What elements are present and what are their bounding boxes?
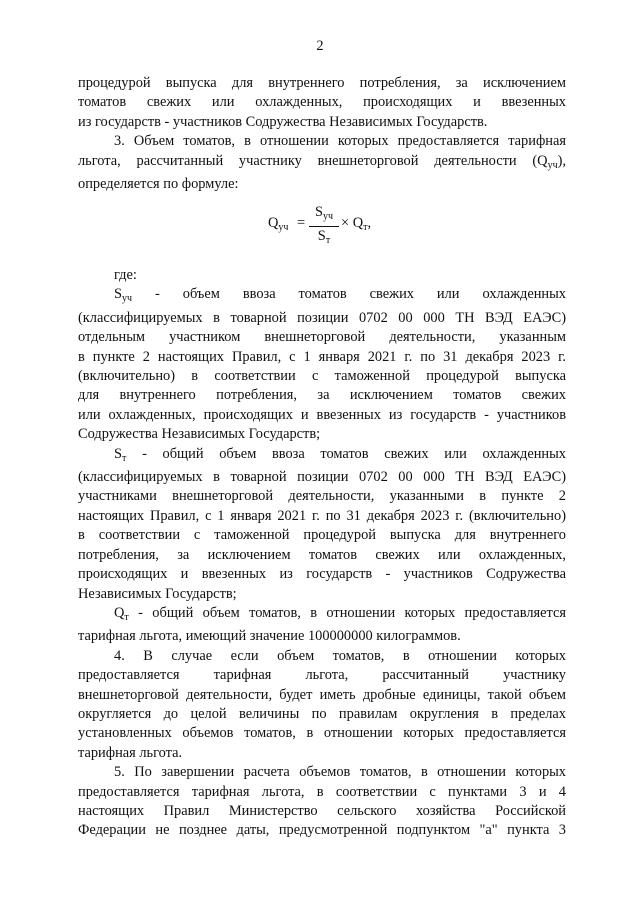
text-line: (классифицируемых в товарной позиции 0702 00 000 ТН ВЭД ЕАЭС)	[78, 309, 566, 326]
text-line: 5. По завершении расчета объемов томатов, в отношении которых	[114, 764, 566, 781]
text-line: тарифная льгота.	[78, 744, 183, 761]
text-line: процедурой выпуска для внутреннего потребления, за исключением	[78, 75, 566, 91]
formula-fraction	[309, 203, 339, 250]
text-line: предоставляется тарифная льгота, рассчитанный участнику	[78, 667, 566, 684]
text-line: 3. Объем томатов, в отношении которых предоставляется тарифная	[114, 133, 566, 150]
formula	[0, 203, 640, 247]
text-line: Содружества Независимых Государств;	[78, 426, 321, 443]
text-line: (включительно) в соответствии с таможенной процедурой выпуска	[78, 368, 566, 385]
definition-q-t: $Q_т$ - общий объем томатов, в отношении которых предоставляется	[114, 604, 566, 623]
text-line: потребления, за исключением томатов свежих или охлажденных,	[78, 546, 566, 563]
text-line: из государств - участников Содружества Независимых Государств.	[78, 113, 488, 130]
text-line: определяется по формуле:	[78, 176, 239, 193]
text-line: для внутреннего потребления, за исключением томатов свежих	[78, 387, 566, 404]
text-line: участниками внешнеторговой деятельности, указанными в пункте 2	[78, 488, 566, 505]
definition-s-uch: $S_{уч}$ - объем ввоза томатов свежих или охлажденных	[114, 286, 566, 305]
text-line: (классифицируемых в товарной позиции 0702 00 000 ТН ВЭД ЕАЭС)	[78, 469, 566, 486]
page-number: 2	[316, 38, 324, 54]
formula-lhs: $Q_{уч}$	[268, 215, 289, 233]
formula-denominator: $S_т$	[317, 228, 331, 246]
definition-s-t: $S_т$ - общий объем ввоза томатов свежих или охлажденных	[114, 445, 566, 464]
text-line: 4. В случае если объем томатов, в отношении которых	[114, 647, 566, 664]
paragraph-block-1	[78, 74, 566, 194]
text-line: внешнеторговой деятельности, будет иметь дробные единицы, такой объем	[78, 686, 566, 703]
formula-numerator: $S_{уч}$	[309, 203, 339, 227]
text-line: где:	[114, 267, 137, 283]
text-line: настоящих Правил, с 1 января 2021 г. по 31 декабря 2023 г. (включительно)	[78, 507, 566, 524]
text-line: предоставляется тарифная льгота, в соответствии с пунктами 3 и 4	[78, 783, 566, 800]
text-line: в пункте 2 настоящих Правил, с 1 января 2021 г. по 31 декабря 2023 г.	[78, 348, 566, 365]
text-line: Независимых Государств;	[78, 585, 237, 602]
text-line: установленных объемов томатов, в отношении которых предоставляется	[78, 725, 566, 742]
formula-rhs: × $Q_т$,	[341, 215, 372, 233]
text-line: происходящих и ввезенных из государств - участников Содружества	[78, 566, 566, 583]
text-line: в соответствии с таможенной процедурой выпуска для внутреннего	[78, 527, 566, 544]
paragraph-block-2	[78, 266, 566, 841]
text-line: настоящих Правил Министерство сельского хозяйства Российской	[78, 802, 566, 819]
text-line: или охлажденных, происходящих и ввезенных из государств - участников	[78, 406, 566, 423]
text-line: томатов свежих или охлажденных, происходящих и ввезенных	[78, 94, 566, 111]
text-line-with-subscript: льгота, рассчитанный участнику внешнеторговой деятельности $(Q_{уч})$,	[78, 152, 566, 171]
text-line: тарифная льгота, имеющий значение 100000000 килограммов.	[78, 628, 461, 645]
text-line: Федерации не позднее даты, предусмотренной подпунктом "а" пункта 3	[78, 822, 566, 839]
formula-equals: =	[297, 215, 306, 231]
text-line: отдельным участником внешнеторговой деятельности, указанным	[78, 329, 566, 346]
subscript: уч	[547, 159, 558, 171]
text-line: округляется до целой величины по правилам округления в пределах	[78, 705, 566, 722]
